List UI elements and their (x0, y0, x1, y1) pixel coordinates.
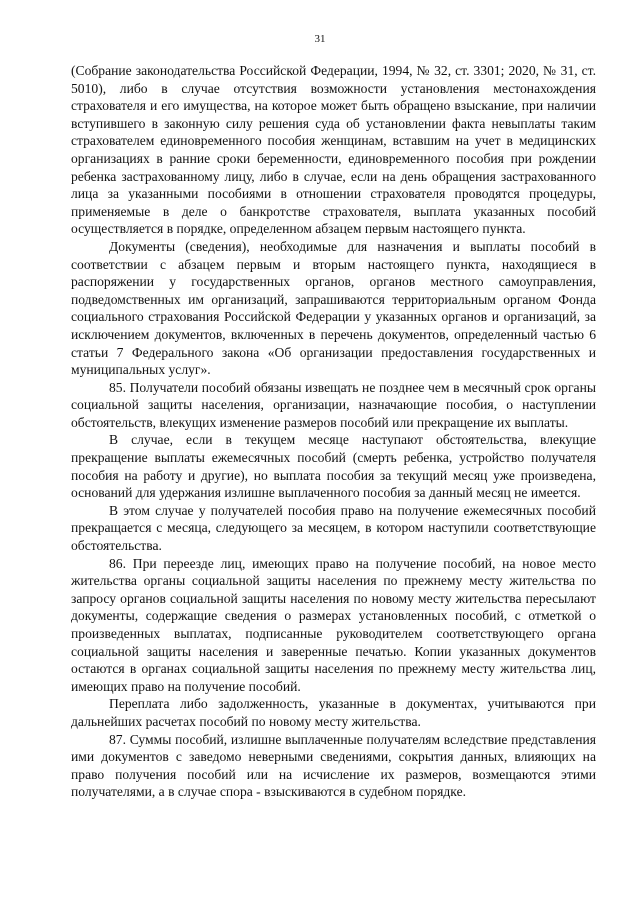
paragraph-87: 87. Суммы пособий, излишне выплаченные получателям вследствие представления ими документов с заведомо неверными сведениями, сокрытия данных, влияющих на право получения пособий или на исчисление их размеров, возмещаются этими получателями, а в случае спора - взыскиваются в судебном порядке. (71, 731, 596, 800)
paragraph-85: 85. Получатели пособий обязаны извещать не позднее чем в месячный срок органы социальной защиты населения, организации, назначающие пособия, о наступлении обстоятельств, влекущих изменение размеров пособий или прекращение их выплаты. (71, 379, 596, 430)
paragraph-86-overpayment: Переплата либо задолженность, указанные в документах, учитываются при дальнейших расчетах пособий по новому месту жительства. (71, 696, 596, 729)
paragraph-85-right-termination: В этом случае у получателей пособия право на получение ежемесячных пособий прекращается с месяца, следующего за месяцем, в котором наступили соответствующие обстоятельства. (71, 502, 596, 554)
paragraph-86: 86. При переезде лиц, имеющих право на получение пособий, на новое место жительства органы социальной защиты населения по прежнему месту жительства по запросу органов социальной защиты населения по новому месту жительства пересылают документы, содержащие сведения о размерах установленных пособий, с отметкой о произведенных выплатах, подписанные руководителем соответствующего органа социальной защиты населения и заверенные печатью. Копии указанных документов остаются в органах социальной защиты населения по прежнему месту жительства лиц, имеющих право на получение пособий. (71, 555, 596, 694)
paragraph-85-case: В случае, если в текущем месяце наступают обстоятельства, влекущие прекращение выплаты ежемесячных пособий (смерть ребенка, устройство получателя пособия на работу и другие), но выплата пособия за текущий месяц уже произведена, оснований для удержания излишне выплаченного пособия за данный месяц не имеется. (71, 432, 596, 501)
paragraph-documents-info: Документы (сведения), необходимые для назначения и выплаты пособий в соответствии с абзацем первым и вторым настоящего пункта, находящиеся в распоряжении у государственных органов, органов местного самоуправления, подведомственных им организаций, запрашиваются территориальным органом Фонда социального страхования Российской Федерации у указанных органов и организаций, за исключением документов, включенных в перечень документов, определенный частью 6 статьи 7 Федерального закона «Об организации предоставления государственных и муниципальных услуг». (71, 238, 596, 378)
paragraph-continuation: (Собрание законодательства Российской Федерации, 1994, № 32, ст. 3301; 2020, № 31, ст. 5010), либо в случае отсутствия возможности установления местонахождения страхователя и его имущества, на которое может быть обращено взыскание, при наличии вступившего в законную силу решения суда об установлении факта невыплаты таким страхователем единовременного пособия женщинам, вставшим на учет в медицинских организациях в ранние сроки беременности, единовременного пособия при рождении ребенка застрахованному лицу, либо в случае, если на день обращения застрахованного лица за указанными пособиями в отношении страхователя проводятся процедуры, применяемые в деле о банкротстве страхователя, выплата указанных пособий осуществляется в порядке, определенном абзацем первым настоящего пункта. (71, 63, 596, 237)
page-number: 31 (314, 33, 326, 45)
document-body (71, 62, 596, 801)
